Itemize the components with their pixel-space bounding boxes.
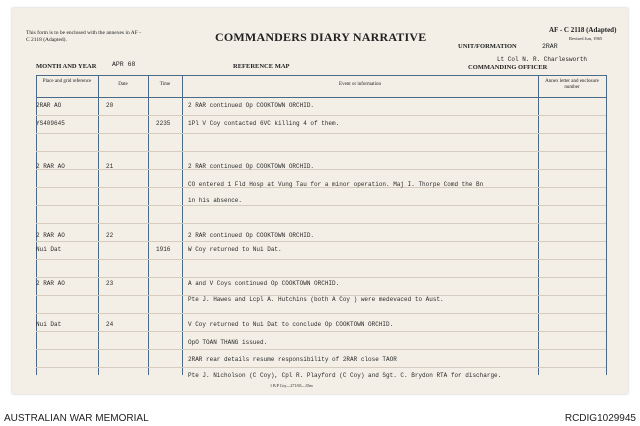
entry-event: 1Pl V Coy contacted 6VC killing 4 of them. [188, 120, 340, 127]
entry-date: 23 [106, 280, 114, 287]
entry-time: 1916 [156, 246, 171, 253]
entry-event: 2 RAR continued Op COOKTOWN ORCHID. [188, 163, 315, 170]
header-time: Time [159, 82, 171, 87]
month-year-label: MONTH AND YEAR [36, 63, 97, 70]
rule-line [36, 169, 606, 170]
entry-date: 22 [106, 232, 114, 239]
entry-place: 2 RAR AO [36, 280, 65, 287]
entry-date: 24 [106, 321, 114, 328]
credit-source: AUSTRALIAN WAR MEMORIAL [4, 413, 149, 424]
rule-line [36, 223, 606, 224]
col-divider-event [538, 75, 539, 375]
page-title: COMMANDERS DIARY NARRATIVE [215, 30, 427, 44]
entry-event: Pte J. Nicholson (C Coy), Cpl R. Playford (C Coy) and Sgt. C. Brydon RTA for discharge. [188, 372, 502, 379]
rule-line [36, 349, 606, 350]
table-right-border [606, 75, 607, 375]
entry-date: 20 [106, 102, 114, 109]
rule-line [36, 205, 606, 206]
enclosure-note: This form is to be enclosed with the annexes in AF - C 2118 (Adapted). [26, 30, 142, 43]
entry-date: 21 [106, 163, 114, 170]
entry-event: Pte J. Hawes and Lcpl A. Hutchins (both A Coy ) were medevaced to Aust. [188, 296, 444, 303]
rule-line [36, 277, 606, 278]
commanding-officer-label: COMMANDING OFFICER [468, 64, 548, 71]
rule-line [36, 151, 606, 152]
header-date: Date [118, 82, 128, 87]
entry-place: Nui Dat [36, 246, 62, 253]
commanding-officer-value: Lt Col N. R. Charlesworth [497, 56, 588, 63]
unit-label: UNIT/FORMATION [458, 43, 517, 50]
entry-place: 2RAR AO [36, 102, 62, 109]
entry-event: 2 RAR continued Op COOKTOWN ORCHID. [188, 232, 315, 239]
rule-line [36, 259, 606, 260]
table-top-border [36, 75, 606, 76]
col-divider-time [182, 75, 183, 375]
print-footer: 1 B.P Coy—271/65—35m [270, 383, 313, 388]
rule-line [36, 241, 606, 242]
entry-event: CO entered 1 Fld Hosp at Vung Tau for a minor operation. Maj I. Thorpe Comd the Bn [188, 181, 484, 188]
entry-event: 2RAR rear details resume responsibility of 2RAR close TAOR [188, 356, 397, 363]
rule-line [36, 115, 606, 116]
month-year-value: APR 68 [112, 61, 136, 68]
entry-event: 2 RAR continued Op COOKTOWN ORCHID. [188, 102, 315, 109]
entry-event: in his absence. [188, 197, 243, 204]
entry-event: W Coy returned to Nui Dat. [188, 246, 282, 253]
rule-line [36, 133, 606, 134]
unit-value: 2RAR [542, 43, 558, 50]
entry-event: A and V Coys continued Op COOKTOWN ORCHID. [188, 280, 340, 287]
entry-event: OpO TOAN THANG issued. [188, 339, 268, 346]
rule-line [36, 331, 606, 332]
credit-id: RCDIG1029945 [564, 413, 636, 424]
header-event: Event or information [339, 82, 381, 87]
entry-time: 2235 [156, 120, 171, 127]
col-divider-date [148, 75, 149, 375]
rule-line [36, 313, 606, 314]
revised-date: Revised Jun, 1965 [569, 36, 603, 41]
rule-line [36, 367, 606, 368]
form-number: AF - C 2118 (Adapted) [549, 26, 617, 34]
header-place: Place and grid reference [42, 79, 92, 84]
entry-place: YS409645 [36, 120, 65, 127]
entry-event: V Coy returned to Nui Dat to conclude Op COOKTOWN ORCHID. [188, 321, 394, 328]
reference-map-label: REFERENCE MAP [233, 63, 290, 70]
col-divider-place [98, 75, 99, 375]
table-header-border [36, 97, 606, 98]
entry-place: 2 RAR AO [36, 232, 65, 239]
entry-place: 2 RAR AO [36, 163, 65, 170]
entry-place: Nui Dat [36, 321, 62, 328]
header-annex: Annex letter and enclosure number [545, 79, 599, 90]
